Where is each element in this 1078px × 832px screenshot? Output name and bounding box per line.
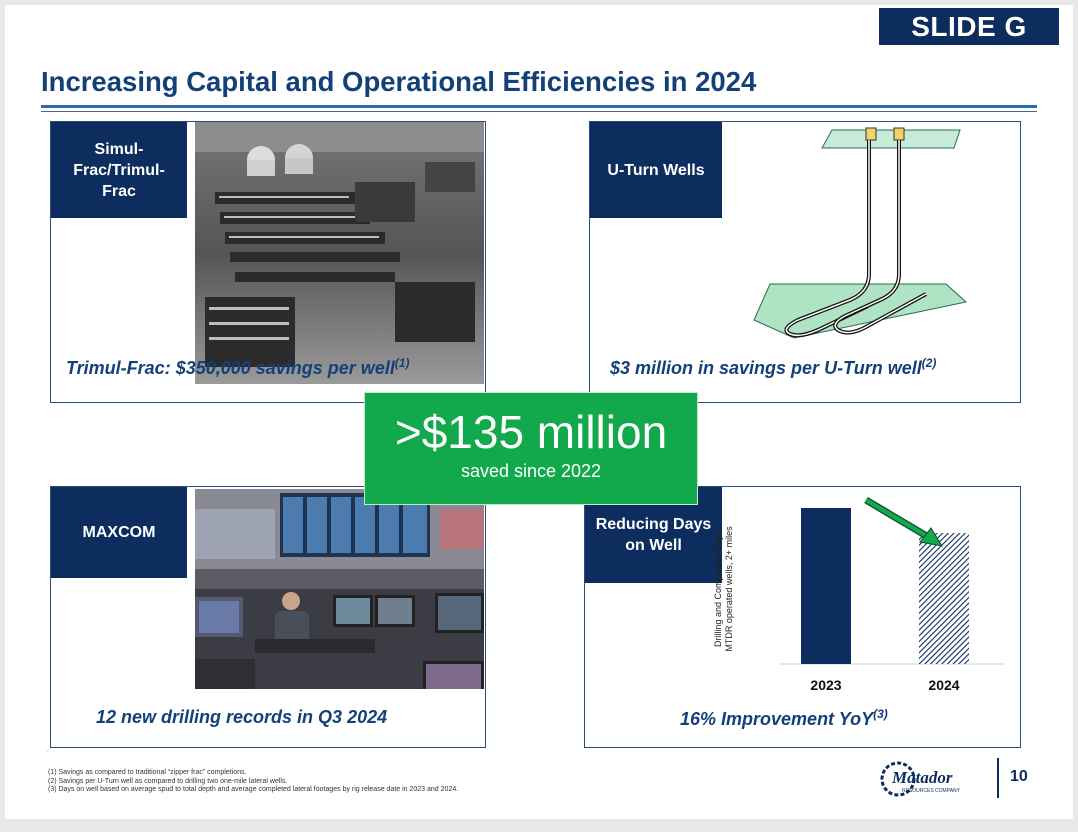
savings-highlight-box bbox=[364, 392, 698, 505]
chart-y-axis-label-line1: Drilling and Completion Days bbox=[713, 530, 723, 648]
chart-y-axis-label-line2: MTDR operated wells, 2+ miles bbox=[724, 526, 734, 652]
u-turn-caption-text: $3 million in savings per U-Turn well bbox=[610, 358, 922, 378]
simul-frac-label: Simul-Frac/Trimul-Frac bbox=[51, 122, 187, 218]
footnote-ref-2: (2) bbox=[921, 356, 937, 370]
bar-2024 bbox=[919, 533, 969, 664]
maxcom-label: MAXCOM bbox=[51, 487, 187, 578]
logo-subtext: RESOURCES COMPANY bbox=[902, 788, 960, 794]
x-tick-label-2023: 2023 bbox=[810, 677, 842, 690]
footnote-ref-3: (3) bbox=[873, 707, 888, 721]
bar-2023 bbox=[801, 508, 851, 664]
footnote-1: (1) Savings as compared to traditional “zipper frac” completions. bbox=[48, 769, 247, 776]
decrease-arrow bbox=[866, 500, 942, 546]
operations-center-photo bbox=[195, 489, 484, 689]
savings-highlight-value: >$135 million bbox=[394, 406, 668, 458]
slide-tag: SLIDE G bbox=[879, 8, 1059, 45]
footer-divider bbox=[997, 758, 999, 798]
days-on-well-label: Reducing Days on Well bbox=[585, 487, 722, 583]
x-tick-label-2024: 2024 bbox=[928, 677, 960, 690]
simul-frac-caption bbox=[66, 356, 410, 379]
u-turn-diagram bbox=[740, 124, 970, 346]
page-title: Increasing Capital and Operational Efficiencies in 2024 bbox=[41, 66, 757, 97]
footnotes bbox=[48, 769, 458, 795]
logo-wordmark: Matador bbox=[892, 768, 953, 787]
footnote-2: (2) Savings per U-Turn well as compared to drilling two one-mile lateral wells. bbox=[48, 777, 288, 785]
title-rule-thin bbox=[41, 111, 1037, 112]
title-rule bbox=[41, 105, 1037, 108]
page-number: 10 bbox=[1010, 768, 1028, 785]
days-on-well-chart bbox=[770, 490, 1010, 690]
savings-highlight-subtitle: saved since 2022 bbox=[460, 461, 602, 481]
footnote-ref-1: (1) bbox=[394, 356, 410, 370]
footnote-3: (3) Days on well based on average spud to total depth and average completed lateral footages by rig release date in 2023 and 2024. bbox=[48, 786, 459, 793]
simul-frac-caption-text: Trimul-Frac: $350,000 savings per well bbox=[66, 358, 395, 378]
frac-site-photo bbox=[195, 122, 484, 384]
days-on-well-caption-text: 16% Improvement YoY bbox=[680, 709, 874, 729]
chart-y-axis-label bbox=[713, 504, 735, 674]
maxcom-caption: 12 new drilling records in Q3 2024 bbox=[96, 707, 388, 727]
u-turn-label: U-Turn Wells bbox=[590, 122, 722, 218]
footer-dot: . bbox=[47, 748, 49, 754]
days-on-well-caption bbox=[680, 707, 888, 730]
matador-logo bbox=[880, 758, 988, 800]
u-turn-caption bbox=[610, 356, 936, 379]
